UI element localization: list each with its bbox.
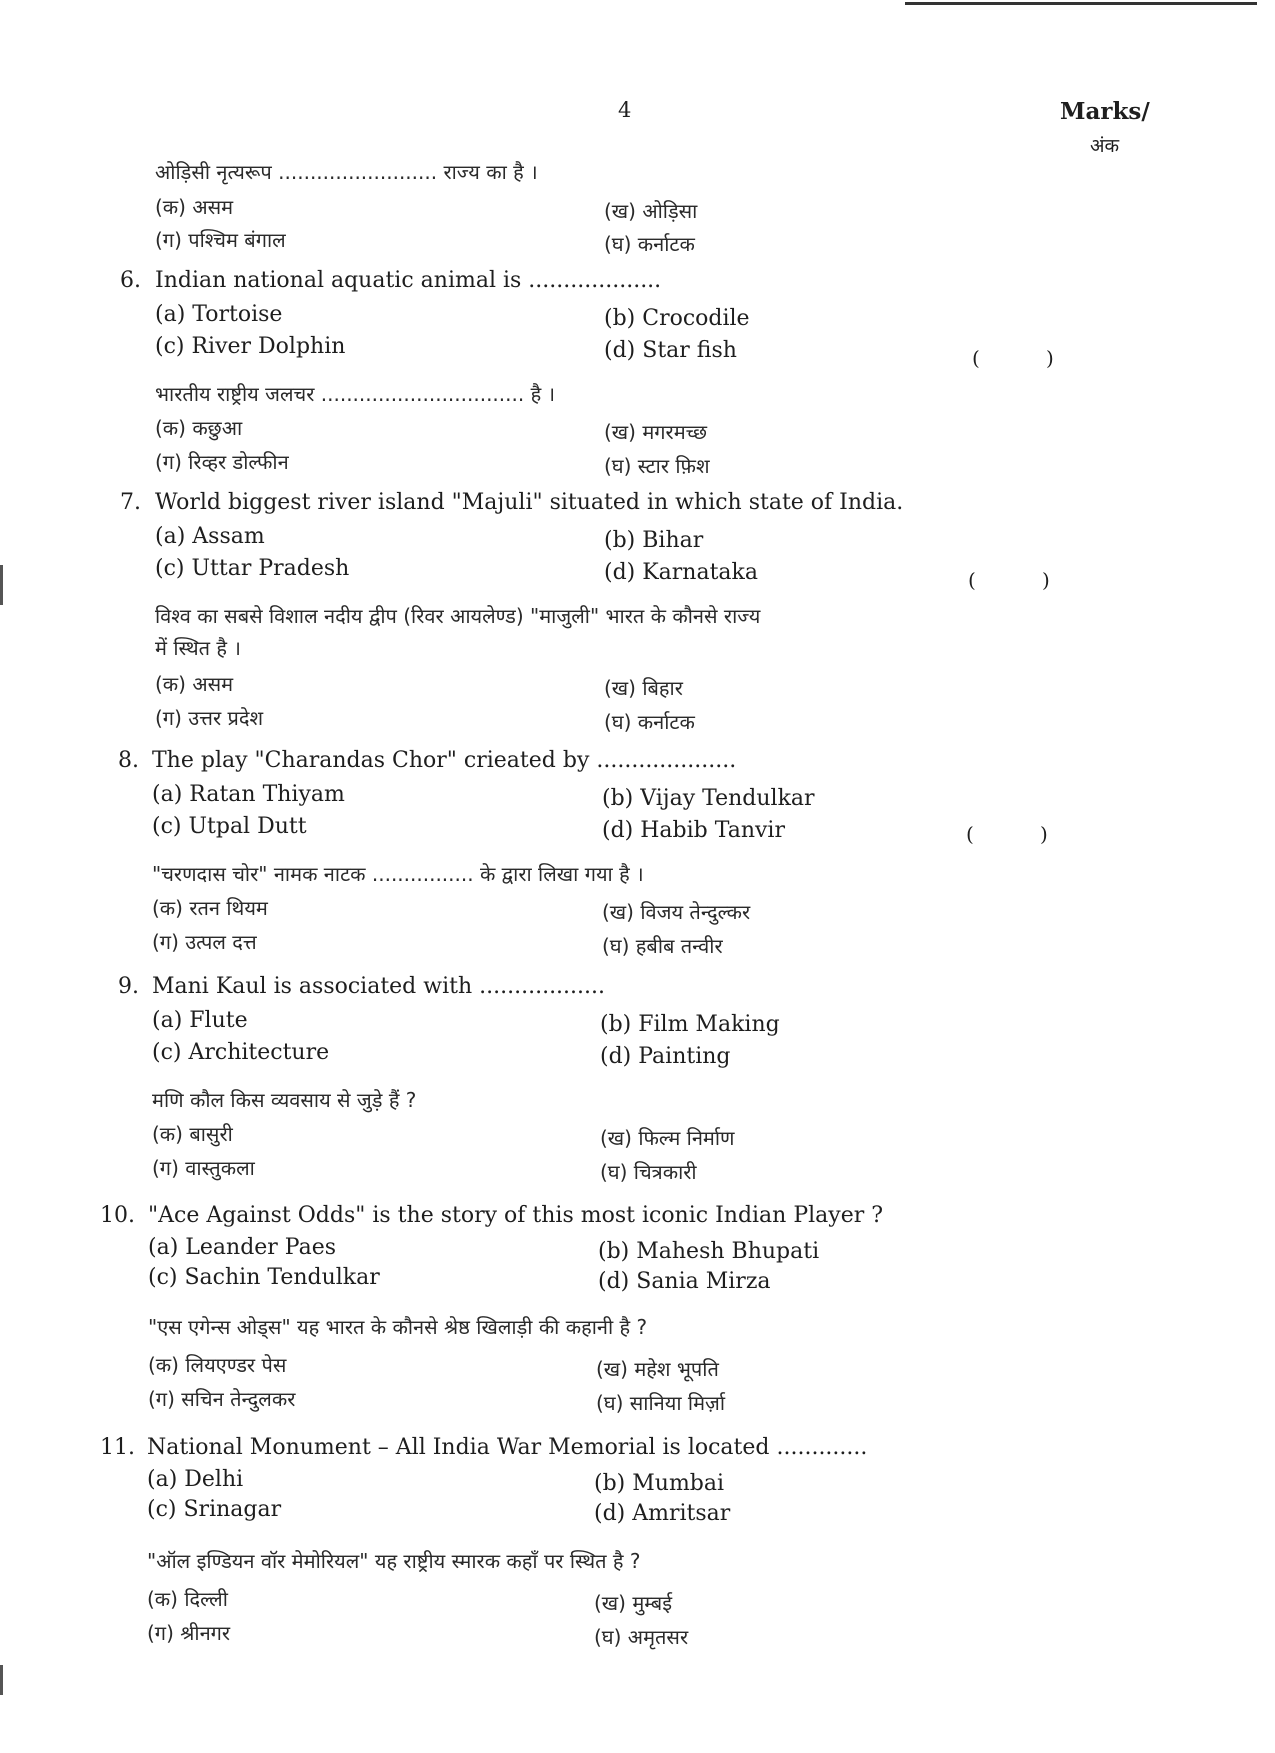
option-a: (a) Assam — [155, 524, 265, 549]
question-hindi: विश्व का सबसे विशाल नदीय द्वीप (रिवर आयलेण्ड) "माजुली" भारत के कौनसे राज्य — [155, 604, 761, 628]
option-c: (c) Architecture — [152, 1040, 330, 1065]
option-b: (b) Vijay Tendulkar — [602, 786, 815, 811]
option-b: (b) Mahesh Bhupati — [598, 1239, 820, 1264]
option-hindi: (क) दिल्ली — [147, 1587, 228, 1611]
question-hindi: "ऑल इण्डियन वॉर मेमोरियल" यह राष्ट्रीय स्मारक कहाँ पर स्थित है ? — [147, 1549, 641, 1573]
question-hindi: "एस एगेन्स ओड्स" यह भारत के कौनसे श्रेष्ठ खिलाड़ी की कहानी है ? — [148, 1315, 648, 1339]
option-a: (a) Delhi — [147, 1467, 244, 1492]
option-hindi: (घ) चित्रकारी — [600, 1160, 697, 1184]
option-hindi: (क) लियएण्डर पेस — [148, 1353, 287, 1377]
option-hindi: (घ) कर्नाटक — [604, 710, 695, 734]
option-b: (b) Film Making — [600, 1012, 780, 1037]
option-hindi: (घ) सानिया मिर्ज़ा — [596, 1391, 726, 1415]
option-hindi: (ग) पश्चिम बंगाल — [155, 228, 286, 252]
option-d: (d) Amritsar — [594, 1501, 731, 1526]
question-number: 9. — [118, 974, 139, 999]
option-hindi: (ग) श्रीनगर — [147, 1621, 231, 1645]
option-d: (d) Sania Mirza — [598, 1269, 771, 1294]
option-hindi: (ग) उत्पल दत्त — [152, 930, 257, 954]
question-number: 10. — [100, 1203, 135, 1228]
option-hindi: (ग) सचिन तेन्दुलकर — [148, 1387, 296, 1411]
option-hindi: (क) असम — [155, 195, 234, 219]
option-hindi: (घ) हबीब तन्वीर — [602, 934, 723, 958]
option-hindi: (क) रतन थियम — [152, 896, 268, 920]
question-number: 8. — [118, 748, 139, 773]
option-b: (b) Bihar — [604, 528, 704, 553]
question-hindi: भारतीय राष्ट्रीय जलचर ................................ है । — [155, 382, 556, 406]
option-c: (c) Sachin Tendulkar — [148, 1265, 380, 1290]
marks-header-hindi: अंक — [1090, 135, 1120, 157]
option-d: (d) Painting — [600, 1044, 731, 1069]
option-hindi: (ग) रिव्हर डोल्फीन — [155, 450, 289, 474]
option-hindi: (क) कछुआ — [155, 416, 243, 440]
option-b: (b) Crocodile — [604, 306, 750, 331]
option-hindi: (घ) स्टार फ़िश — [604, 454, 710, 478]
option-hindi: (ख) महेश भूपति — [596, 1357, 719, 1381]
question-text: National Monument – All India War Memorial is located ............. — [147, 1435, 868, 1460]
option-hindi: (ग) वास्तुकला — [152, 1156, 255, 1180]
option-hindi: (ख) फिल्म निर्माण — [600, 1126, 735, 1150]
question-text: "Ace Against Odds" is the story of this most iconic Indian Player ? — [148, 1203, 884, 1228]
question-number: 6. — [120, 268, 141, 293]
top-rule — [905, 2, 1257, 5]
question-text: Indian national aquatic animal is ................... — [155, 268, 662, 293]
marks-header: Marks/ — [1060, 98, 1150, 125]
page-number: 4 — [618, 98, 632, 122]
option-d: (d) Karnataka — [604, 560, 758, 585]
scan-edge-mark — [0, 1665, 3, 1695]
option-hindi: (ग) उत्तर प्रदेश — [155, 706, 264, 730]
option-b: (b) Mumbai — [594, 1471, 725, 1496]
option-hindi: (ख) विजय तेन्दुल्कर — [602, 900, 751, 924]
question-text: The play "Charandas Chor" crieated by .................... — [152, 748, 737, 773]
option-a: (a) Tortoise — [155, 302, 283, 327]
question-hindi: "चरणदास चोर" नामक नाटक ................ के द्वारा लिखा गया है । — [152, 862, 644, 886]
option-hindi: (ख) मुम्बई — [594, 1591, 673, 1615]
question-text: Mani Kaul is associated with .................. — [152, 974, 606, 999]
question-text: World biggest river island "Majuli" situated in which state of India. — [155, 490, 904, 515]
option-a: (a) Flute — [152, 1008, 248, 1033]
scan-edge-mark — [0, 565, 3, 605]
option-c: (c) Utpal Dutt — [152, 814, 307, 839]
question-hindi: मणि कौल किस व्यवसाय से जुड़े हैं ? — [152, 1088, 417, 1112]
option-c: (c) Uttar Pradesh — [155, 556, 350, 581]
question-number: 7. — [120, 490, 141, 515]
option-a: (a) Leander Paes — [148, 1235, 337, 1260]
option-hindi: (घ) अमृतसर — [594, 1625, 689, 1649]
option-c: (c) Srinagar — [147, 1497, 282, 1522]
option-hindi: (ख) बिहार — [604, 676, 683, 700]
option-d: (d) Star fish — [604, 338, 737, 363]
option-hindi: (ख) ओड़िसा — [604, 199, 698, 223]
question-number: 11. — [100, 1435, 135, 1460]
option-d: (d) Habib Tanvir — [602, 818, 785, 843]
option-a: (a) Ratan Thiyam — [152, 782, 345, 807]
option-hindi: (ख) मगरमच्छ — [604, 420, 708, 444]
question-hindi-line2: में स्थित है । — [155, 636, 241, 660]
question-hindi: ओड़िसी नृत्यरूप ......................... राज्य का है । — [155, 160, 538, 184]
option-hindi: (क) बासुरी — [152, 1122, 233, 1146]
option-c: (c) River Dolphin — [155, 334, 346, 359]
option-hindi: (घ) कर्नाटक — [604, 232, 695, 256]
option-hindi: (क) असम — [155, 672, 234, 696]
